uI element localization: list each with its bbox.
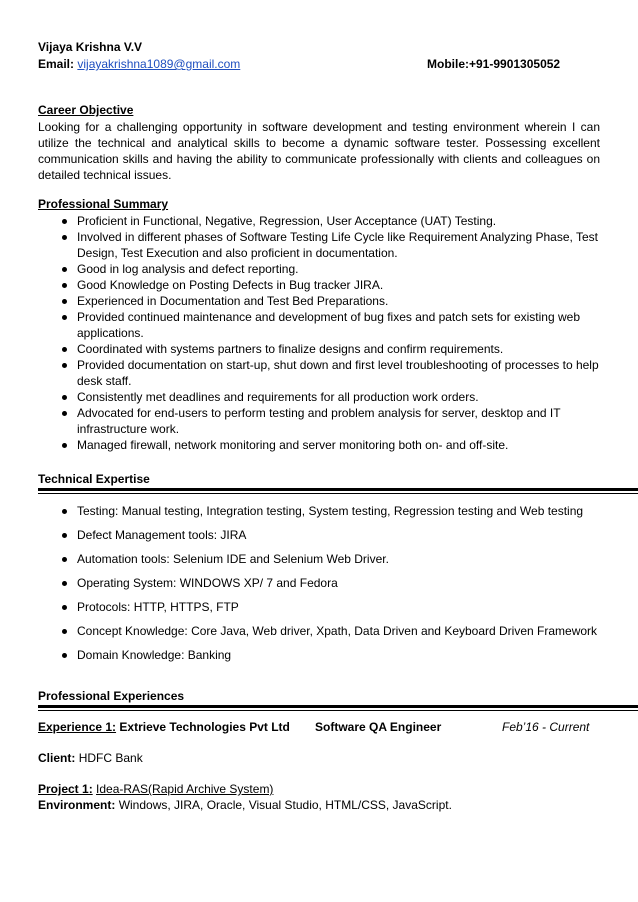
bullet-icon [62, 299, 67, 304]
list-item: Provided continued maintenance and development of bug fixes and patch sets for existing web applications. [38, 309, 600, 341]
technical-expertise-list [38, 503, 600, 671]
bullet-icon [62, 235, 67, 240]
client-label: Client: [38, 751, 76, 765]
bullet-icon [62, 315, 67, 320]
section-divider [38, 705, 638, 708]
bullet-icon [62, 533, 67, 538]
bullet-icon [62, 581, 67, 586]
list-item: Provided documentation on start-up, shut down and first level troubleshooting of processes to help desk staff. [38, 357, 600, 389]
mobile-number: Mobile:+91-9901305052 [427, 57, 561, 71]
bullet-icon [62, 509, 67, 514]
list-item: Proficient in Functional, Negative, Regression, User Acceptance (UAT) Testing. [38, 213, 600, 229]
job-role: Software QA Engineer [315, 720, 442, 734]
bullet-icon [62, 347, 67, 352]
list-item: Managed firewall, network monitoring and server monitoring both on- and off-site. [38, 437, 600, 453]
professional-experiences-heading: Professional Experiences [38, 689, 185, 703]
section-divider-thin [38, 493, 638, 494]
environment-line [38, 798, 452, 812]
list-item: Domain Knowledge: Banking [38, 647, 600, 663]
email-link[interactable]: vijayakrishna1089@gmail.com [77, 57, 241, 71]
email-label: Email: [38, 57, 75, 71]
career-objective-heading: Career Objective [38, 103, 134, 117]
list-item: Operating System: WINDOWS XP/ 7 and Fedora [38, 575, 600, 591]
list-item: Defect Management tools: JIRA [38, 527, 600, 543]
bullet-icon [62, 283, 67, 288]
technical-expertise-heading: Technical Expertise [38, 472, 150, 486]
list-item: Consistently met deadlines and requirements for all production work orders. [38, 389, 600, 405]
client-line [38, 751, 143, 765]
environment-label: Environment: [38, 798, 116, 812]
project-line [38, 782, 273, 796]
list-item: Testing: Manual testing, Integration testing, System testing, Regression testing and Web testing [38, 503, 600, 519]
list-item: Good in log analysis and defect reporting. [38, 261, 600, 277]
bullet-icon [62, 267, 67, 272]
professional-summary-list [38, 213, 600, 453]
career-objective-text: Looking for a challenging opportunity in software development and testing environment wherein I can utilize the technical and analytical skills to become a dynamic software tester. Possessing excellent communication skills and having the ability to communicate professionally with clients and colleagues on detailed technical issues. [38, 120, 600, 182]
bullet-icon [62, 443, 67, 448]
candidate-name: Vijaya Krishna V.V [38, 40, 143, 54]
bullet-icon [62, 411, 67, 416]
bullet-icon [62, 557, 67, 562]
bullet-icon [62, 629, 67, 634]
bullet-icon [62, 653, 67, 658]
list-item: Advocated for end-users to perform testing and problem analysis for server, desktop and IT infrastructure work. [38, 405, 600, 437]
bullet-icon [62, 219, 67, 224]
list-item: Good Knowledge on Posting Defects in Bug tracker JIRA. [38, 277, 600, 293]
email-line [38, 57, 240, 71]
list-item: Concept Knowledge: Core Java, Web driver, Xpath, Data Driven and Keyboard Driven Framework [38, 623, 600, 639]
environment-value: Windows, JIRA, Oracle, Visual Studio, HTML/CSS, JavaScript. [118, 798, 452, 812]
bullet-icon [62, 395, 67, 400]
list-item: Experienced in Documentation and Test Bed Preparations. [38, 293, 600, 309]
list-item: Protocols: HTTP, HTTPS, FTP [38, 599, 600, 615]
project-label: Project 1: [38, 782, 93, 796]
experience-company-line [38, 720, 290, 734]
professional-summary-heading: Professional Summary [38, 197, 169, 211]
section-divider-thin [38, 710, 638, 711]
bullet-icon [62, 605, 67, 610]
list-item: Automation tools: Selenium IDE and Selenium Web Driver. [38, 551, 600, 567]
section-divider [38, 488, 638, 491]
job-period: Feb’16 - Current [502, 720, 590, 734]
experience-label: Experience 1: [38, 720, 117, 734]
bullet-icon [62, 363, 67, 368]
client-name: HDFC Bank [78, 751, 143, 765]
project-name: Idea-RAS(Rapid Archive System) [96, 782, 274, 796]
list-item: Coordinated with systems partners to finalize designs and confirm requirements. [38, 341, 600, 357]
list-item: Involved in different phases of Software Testing Life Cycle like Requirement Analyzing Phase, Test Design, Test Execution and also proficient in documentation. [38, 229, 600, 261]
company-name: Extrieve Technologies Pvt Ltd [119, 720, 290, 734]
